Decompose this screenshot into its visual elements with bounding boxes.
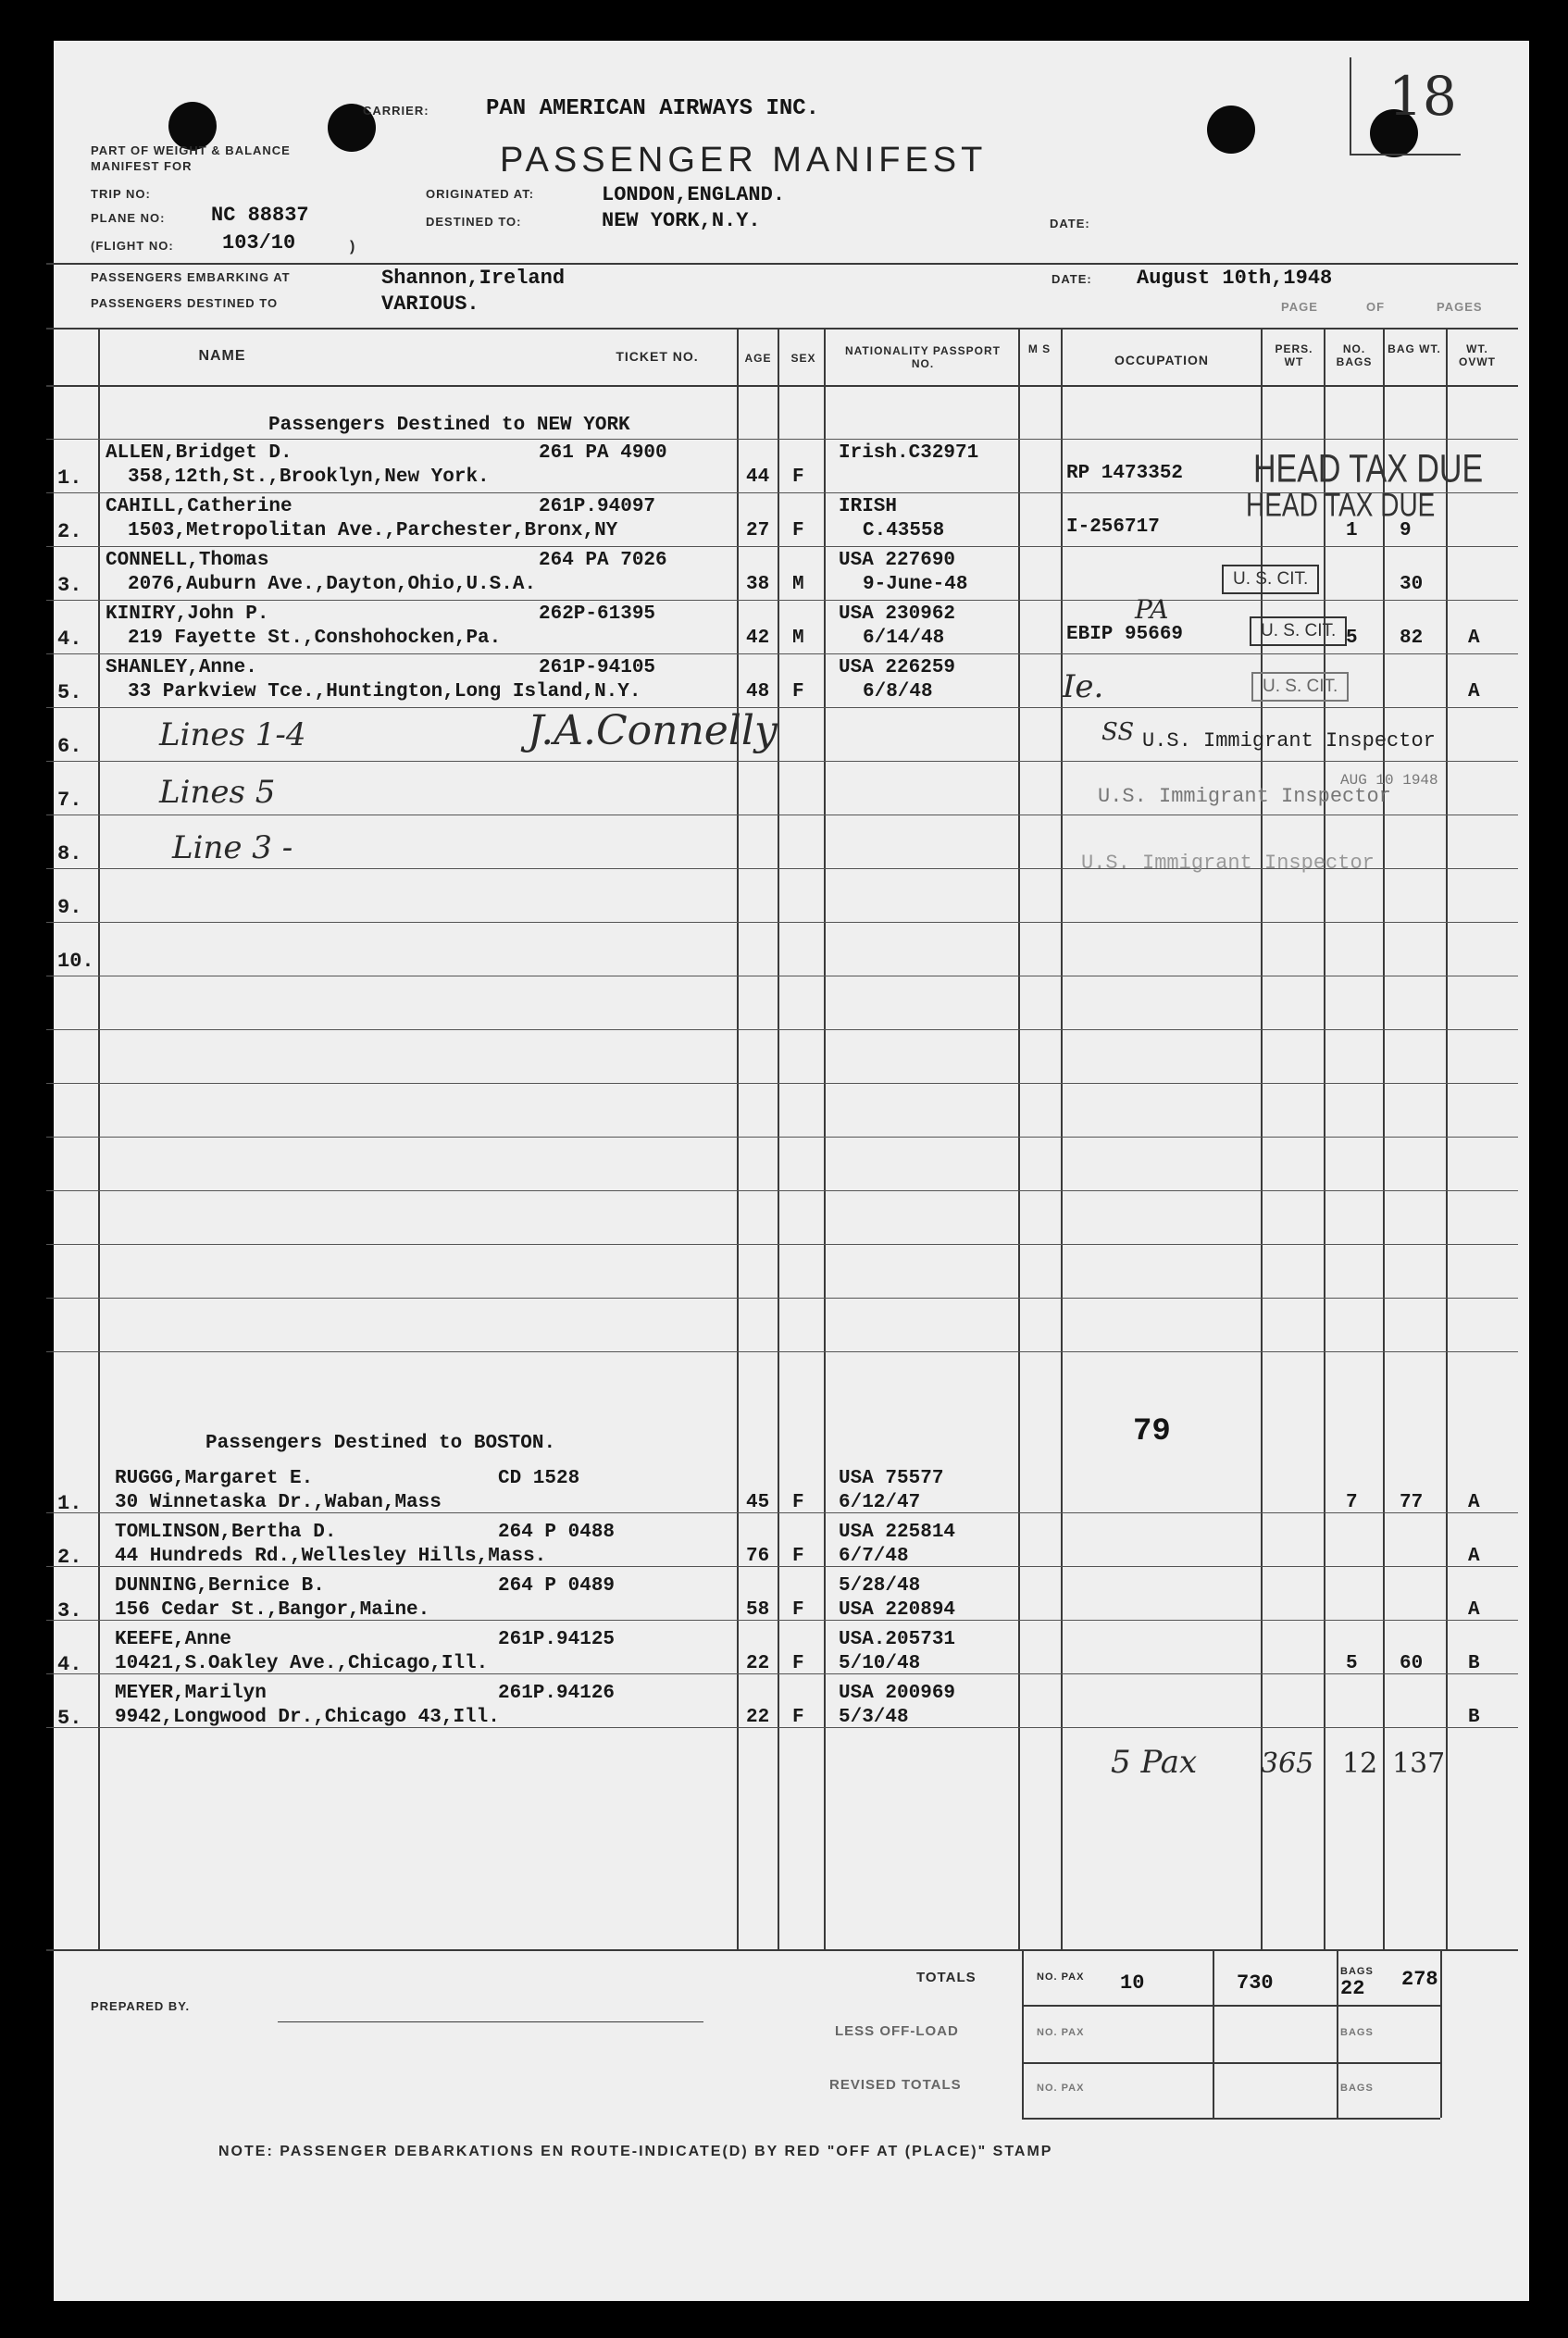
manifest-sheet (54, 41, 1529, 2301)
table-row-divider (46, 1244, 1518, 1245)
passenger-address: 156 Cedar St.,Bangor,Maine. (115, 1599, 430, 1621)
no-bags: 1 (1346, 520, 1358, 541)
col-header-pers-wt: PERS. WT (1275, 342, 1313, 368)
col-bags-right (1383, 328, 1385, 1949)
of-label: OF (1366, 300, 1386, 314)
col-header-age: AGE (744, 352, 772, 365)
head-tax-due-stamp-2: HEAD TAX DUE (1246, 487, 1436, 523)
prepared-by-line (278, 2021, 703, 2022)
passenger-name: SHANLEY,Anne. (106, 657, 257, 678)
age: 44 (746, 466, 770, 488)
nationality-line2: 6/8/48 (863, 681, 933, 703)
passenger-name: RUGGG,Margaret E. (115, 1468, 314, 1489)
col-nat-right (1018, 328, 1020, 1949)
sex: F (792, 1707, 804, 1728)
boston-total-bagwt: 137 (1392, 1747, 1446, 1780)
handwriting-ie: Ie. (1063, 668, 1104, 705)
corner-page-mark: 18 (1388, 65, 1457, 128)
date2-value: August 10th,1948 (1137, 267, 1333, 290)
nationality-line2: 6/14/48 (863, 628, 945, 649)
originated-label: ORIGINATED AT: (426, 187, 535, 201)
ticket-no: 261 PA 4900 (539, 442, 667, 464)
no-pax-label-2: NO. PAX (1037, 2027, 1085, 2038)
aug-date-stamp: AUG 10 1948 (1340, 772, 1438, 789)
footer-note: NOTE: PASSENGER DEBARKATIONS EN ROUTE-INDICATE(D) BY RED "OFF AT (PLACE)" STAMP (218, 2144, 1053, 2159)
originated-value: LONDON,ENGLAND. (602, 183, 786, 206)
col-ticket-right (737, 328, 739, 1949)
sex: F (792, 1546, 804, 1567)
table-row-divider (46, 922, 1518, 923)
nationality-line1: USA 200969 (839, 1683, 956, 1704)
totals-label: TOTALS (916, 1970, 977, 1985)
col-header-bag-wt: BAG WT. (1388, 342, 1441, 355)
passenger-address: 1503,Metropolitan Ave.,Parchester,Bronx,NY (128, 520, 618, 541)
plane-no: NC 88837 (211, 204, 309, 227)
corner-box-side (1350, 57, 1351, 155)
bag-weight: 82 (1400, 628, 1424, 649)
passenger-address: 2076,Auburn Ave.,Dayton,Ohio,U.S.A. (128, 574, 537, 595)
totals-box-mid1 (1213, 1949, 1214, 2118)
table-row-divider (46, 1298, 1518, 1299)
age: 38 (746, 574, 770, 595)
handwriting-lines-1-4: Lines 1-4 (159, 716, 306, 753)
totals-box-left (1022, 1949, 1024, 2118)
no-bags: 7 (1346, 1492, 1358, 1513)
table-row-divider (46, 600, 1518, 601)
totals-box-mid2 (1337, 1949, 1338, 2118)
header-divider (46, 263, 1518, 265)
date-label: DATE: (1050, 217, 1090, 230)
col-header-ticket: TICKET NO. (616, 349, 699, 364)
destined-label: DESTINED TO: (426, 215, 522, 229)
passenger-name: KEEFE,Anne (115, 1629, 232, 1650)
nationality-line1: USA 75577 (839, 1468, 944, 1489)
destined-value: NEW YORK,N.Y. (602, 209, 761, 232)
totals-no-pax: 10 (1120, 1971, 1145, 1995)
col-header-sex: SEX (790, 352, 816, 365)
immigrant-inspector-stamp-1: U.S. Immigrant Inspector (1142, 729, 1436, 752)
col-age-right (778, 328, 779, 1949)
nationality-line1: USA 227690 (839, 550, 956, 571)
sex: F (792, 520, 804, 541)
wt-ovwt: B (1468, 1653, 1480, 1674)
sex: F (792, 681, 804, 703)
bag-weight: 30 (1400, 574, 1424, 595)
flight-close: ) (350, 239, 356, 255)
totals-bag-wt: 278 (1401, 1968, 1438, 1991)
part-of-label: PART OF WEIGHT & BALANCE MANIFEST FOR (91, 143, 291, 173)
col-header-no-bags: NO. BAGS (1336, 342, 1373, 368)
row-number: 10. (57, 950, 94, 973)
nationality-line2: 5/3/48 (839, 1707, 909, 1728)
passenger-address: 30 Winnetaska Dr.,Waban,Mass (115, 1492, 442, 1513)
nationality-line1: USA.205731 (839, 1629, 956, 1650)
nationality-line1: IRISH (839, 496, 898, 517)
row-number: 3. (57, 1599, 82, 1623)
nationality-line2: 9-June-48 (863, 574, 968, 595)
nationality-line2: 5/10/48 (839, 1653, 921, 1674)
totals-row-line-1 (1022, 2005, 1440, 2007)
flight-no: 103/10 (222, 231, 296, 255)
bags-label-2: BAGS (1340, 2027, 1374, 2038)
passenger-name: CAHILL,Catherine (106, 496, 292, 517)
row-number: 5. (57, 1707, 82, 1730)
totals-row-line-3 (1022, 2118, 1440, 2120)
wt-ovwt: A (1468, 628, 1480, 649)
totals-bags: 22 (1340, 1977, 1365, 2000)
row-number: 8. (57, 842, 82, 865)
row-number: 6. (57, 735, 82, 758)
nationality-line1: USA 226259 (839, 657, 956, 678)
ticket-no: 262P-61395 (539, 603, 656, 625)
row-number: 2. (57, 1546, 82, 1569)
bag-weight: 9 (1400, 520, 1412, 541)
sex: M (792, 628, 804, 649)
embarking-label: PASSENGERS EMBARKING AT (91, 270, 291, 284)
ticket-no: 264 P 0489 (498, 1575, 616, 1597)
ticket-no: 261P.94125 (498, 1629, 616, 1650)
table-row-divider (46, 546, 1518, 547)
sex: F (792, 466, 804, 488)
no-bags: 5 (1346, 628, 1358, 649)
ticket-no: 261P-94105 (539, 657, 656, 678)
table-row-divider (46, 1351, 1518, 1352)
totals-pers-wt: 730 (1237, 1971, 1274, 1995)
table-row-divider (46, 1083, 1518, 1084)
embarking-value: Shannon,Ireland (381, 267, 566, 290)
no-pax-label-1: NO. PAX (1037, 1971, 1085, 1983)
carrier-name: PAN AMERICAN AIRWAYS INC. (486, 96, 820, 121)
table-row-divider (46, 1137, 1518, 1138)
destined-to-value: VARIOUS. (381, 292, 479, 316)
row-number: 2. (57, 520, 82, 543)
ticket-no: 261P.94126 (498, 1683, 616, 1704)
age: 42 (746, 628, 770, 649)
bag-weight: 60 (1400, 1653, 1424, 1674)
col-ms-right (1061, 328, 1063, 1949)
row-number: 4. (57, 628, 82, 651)
destined-to-label: PASSENGERS DESTINED TO (91, 296, 279, 310)
date2-label: DATE: (1052, 272, 1092, 286)
row-number: 3. (57, 574, 82, 597)
sex: F (792, 1653, 804, 1674)
passenger-name: MEYER,Marilyn (115, 1683, 267, 1704)
boston-total-pax: 5 Pax (1111, 1744, 1198, 1781)
us-cit-stamp-3: U. S. CIT. (1251, 672, 1349, 702)
handwriting-line-3: Line 3 - (172, 829, 293, 866)
nationality-line1: Irish.C32971 (839, 442, 979, 464)
passenger-address: 358,12th,St.,Brooklyn,New York. (128, 466, 490, 488)
nationality-line2: C.43558 (863, 520, 945, 541)
col-num-line (98, 328, 100, 1949)
us-cit-stamp-1: U. S. CIT. (1222, 565, 1319, 594)
nationality-line2: 6/12/47 (839, 1492, 921, 1513)
table-row-divider (46, 439, 1518, 440)
col-header-nationality: NATIONALITY PASSPORT NO. (844, 344, 1001, 370)
carrier-label: CARRIER: (363, 104, 429, 118)
table-head-bottom (46, 385, 1518, 387)
totals-row-line-2 (1022, 2062, 1440, 2064)
age: 22 (746, 1707, 770, 1728)
handwriting-pa: PA (1135, 594, 1169, 625)
wt-ovwt: A (1468, 681, 1480, 703)
table-row-divider (46, 707, 1518, 708)
us-cit-stamp-2: U. S. CIT. (1250, 616, 1347, 646)
row-number: 1. (57, 466, 82, 490)
immigrant-inspector-stamp-2: U.S. Immigrant Inspector (1098, 785, 1391, 808)
bag-weight: 77 (1400, 1492, 1424, 1513)
bags-label-3: BAGS (1340, 2083, 1374, 2094)
sex: F (792, 1599, 804, 1621)
age: 58 (746, 1599, 770, 1621)
handwriting-lines-5: Lines 5 (159, 774, 276, 811)
passenger-name: DUNNING,Bernice B. (115, 1575, 325, 1597)
no-bags: 5 (1346, 1653, 1358, 1674)
immigrant-inspector-stamp-3: U.S. Immigrant Inspector (1081, 852, 1375, 875)
row-number: 4. (57, 1653, 82, 1676)
table-row-divider (46, 1190, 1518, 1191)
nationality-line2: USA 220894 (839, 1599, 956, 1621)
page-label: PAGE (1281, 300, 1318, 314)
table-row-divider (46, 761, 1518, 762)
ticket-no: 264 P 0488 (498, 1522, 616, 1543)
col-bagwt-right (1446, 328, 1448, 1949)
passenger-address: 10421,S.Oakley Ave.,Chicago,Ill. (115, 1653, 489, 1674)
ticket-no: 261P.94097 (539, 496, 656, 517)
col-header-ms: M S (1027, 342, 1052, 355)
row-number: 5. (57, 681, 82, 704)
col-header-name: NAME (198, 348, 246, 364)
table-row-divider (46, 1029, 1518, 1030)
table-row-divider (46, 653, 1518, 654)
passenger-address: 33 Parkview Tce.,Huntington,Long Island,N.Y. (128, 681, 641, 703)
boston-total-bags: 12 (1342, 1747, 1378, 1780)
handwriting-ss: SS (1101, 718, 1135, 746)
prepared-by-label: PREPARED BY. (91, 1999, 191, 2013)
head-tax-due-stamp-1: HEAD TAX DUE (1253, 447, 1484, 491)
totals-box-mid3 (1440, 1949, 1442, 2118)
row-number: 9. (57, 896, 82, 919)
age: 76 (746, 1546, 770, 1567)
wt-ovwt: A (1468, 1546, 1480, 1567)
bags-label-1: BAGS (1340, 1966, 1374, 1977)
totals-top-line (46, 1949, 1518, 1951)
plane-no-label: PLANE NO: (91, 211, 166, 225)
nationality-line2: 6/7/48 (839, 1546, 909, 1567)
passenger-name: TOMLINSON,Bertha D. (115, 1522, 337, 1543)
col-sex-right (824, 328, 826, 1949)
page-number-79: 79 (1133, 1414, 1171, 1449)
sex: F (792, 1492, 804, 1513)
corner-box-bottom (1350, 154, 1461, 155)
col-pers-right (1324, 328, 1325, 1949)
revised-totals-label: REVISED TOTALS (829, 2077, 962, 2093)
passenger-name: ALLEN,Bridget D. (106, 442, 292, 464)
wt-ovwt: B (1468, 1707, 1480, 1728)
wt-ovwt: A (1468, 1492, 1480, 1513)
col-header-wt-ovwt: WT. OVWT (1459, 342, 1496, 368)
flight-no-label: (FLIGHT NO: (91, 239, 174, 253)
occupation: I-256717 (1066, 516, 1160, 538)
age: 48 (746, 681, 770, 703)
row-number: 1. (57, 1492, 82, 1515)
passenger-name: KINIRY,John P. (106, 603, 269, 625)
age: 27 (746, 520, 770, 541)
row-number: 7. (57, 789, 82, 812)
nationality-line1: USA 230962 (839, 603, 956, 625)
ticket-no: 264 PA 7026 (539, 550, 667, 571)
passenger-name: CONNELL,Thomas (106, 550, 269, 571)
handwriting-signature-1: J.A.Connelly (528, 707, 778, 754)
trip-no-label: TRIP NO: (91, 187, 151, 201)
sex: M (792, 574, 804, 595)
occupation: RP 1473352 (1066, 463, 1184, 484)
page-title: PASSENGER MANIFEST (500, 141, 988, 180)
age: 45 (746, 1492, 770, 1513)
passenger-address: 9942,Longwood Dr.,Chicago 43,Ill. (115, 1707, 500, 1728)
ticket-no: CD 1528 (498, 1468, 580, 1489)
punch-hole-right (1207, 106, 1255, 154)
nationality-line1: 5/28/48 (839, 1575, 921, 1597)
col-header-occupation: OCCUPATION (1114, 353, 1210, 367)
wt-ovwt: A (1468, 1599, 1480, 1621)
ny-section-heading: Passengers Destined to NEW YORK (268, 415, 630, 436)
age: 22 (746, 1653, 770, 1674)
nationality-line1: USA 225814 (839, 1522, 956, 1543)
pages-label: PAGES (1437, 300, 1483, 314)
passenger-address: 44 Hundreds Rd.,Wellesley Hills,Mass. (115, 1546, 547, 1567)
boston-section-heading: Passengers Destined to BOSTON. (205, 1433, 556, 1454)
boston-total-weight: 365 (1261, 1747, 1314, 1780)
no-pax-label-3: NO. PAX (1037, 2083, 1085, 2094)
occupation: EBIP 95669 (1066, 624, 1184, 645)
less-off-load-label: LESS OFF-LOAD (835, 2023, 959, 2039)
table-top (46, 328, 1518, 330)
passenger-address: 219 Fayette St.,Conshohocken,Pa. (128, 628, 502, 649)
